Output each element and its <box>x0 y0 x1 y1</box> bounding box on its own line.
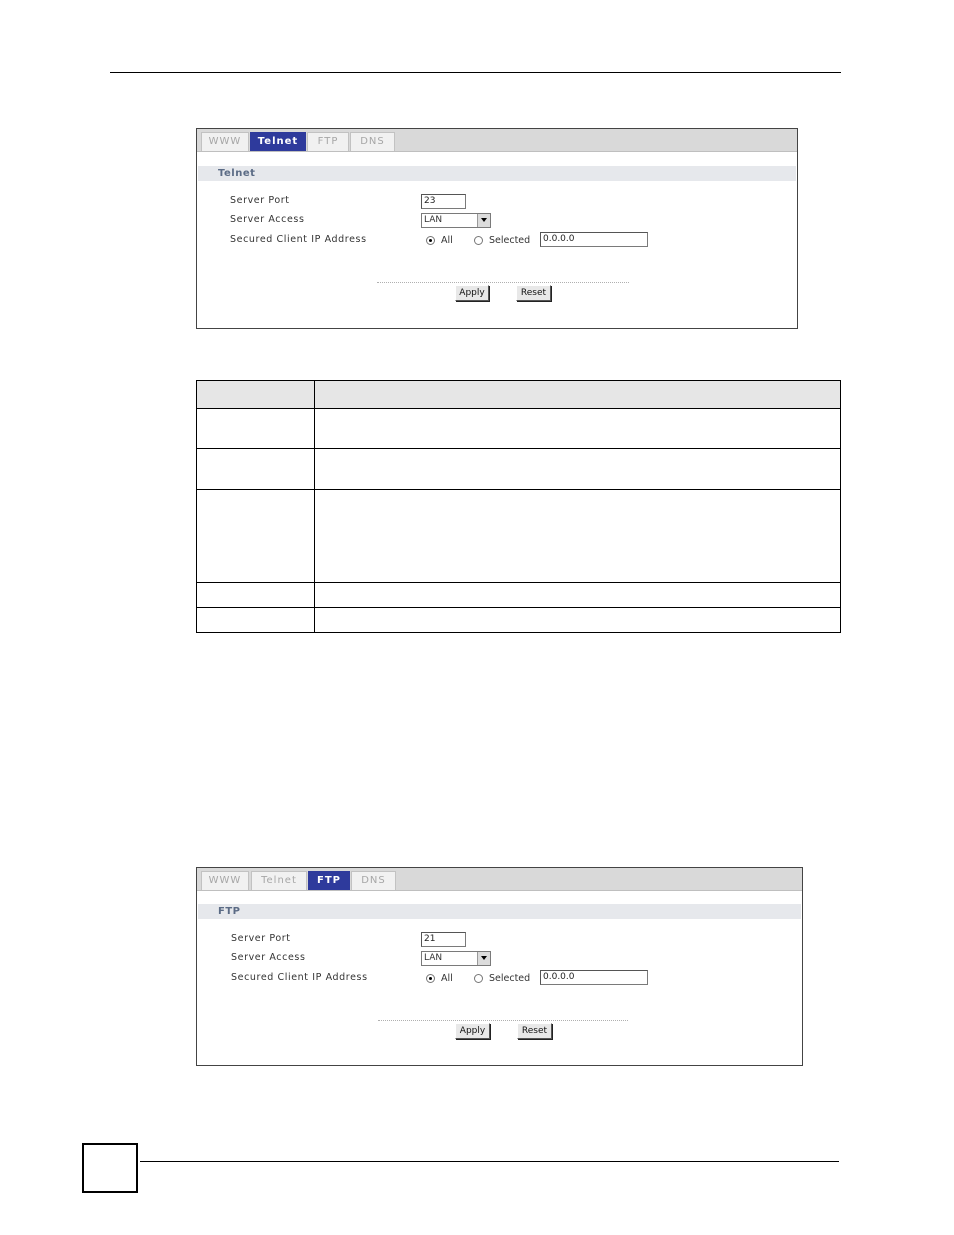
tab-telnet[interactable]: Telnet <box>251 871 307 890</box>
tab-www[interactable]: WWW <box>201 132 249 151</box>
telnet-screen <box>196 128 798 329</box>
tab-www[interactable]: WWW <box>201 871 249 890</box>
radio-selected-label: Selected <box>489 973 531 984</box>
header-rule <box>110 72 841 73</box>
section-title: FTP <box>198 904 801 919</box>
tab-telnet[interactable]: Telnet <box>250 132 306 151</box>
server-access-value: LAN <box>424 215 443 225</box>
ip-address-input[interactable]: 0.0.0.0 <box>540 970 648 985</box>
ip-address-input[interactable]: 0.0.0.0 <box>540 232 648 247</box>
radio-all[interactable] <box>426 236 435 245</box>
table-row <box>197 409 841 449</box>
apply-button[interactable]: Apply <box>455 1023 490 1039</box>
description-table <box>196 380 841 633</box>
table-header-row <box>197 381 841 409</box>
radio-all[interactable] <box>426 974 435 983</box>
footer-rule <box>140 1161 839 1162</box>
tab-ftp[interactable]: FTP <box>307 132 349 151</box>
chevron-down-icon[interactable] <box>477 214 490 227</box>
server-port-label: Server Port <box>231 933 291 944</box>
server-port-input[interactable]: 23 <box>421 194 466 209</box>
divider <box>378 1020 628 1021</box>
table-row <box>197 608 841 633</box>
tab-ftp[interactable]: FTP <box>308 871 350 890</box>
chevron-down-icon[interactable] <box>477 952 490 965</box>
tab-bar <box>197 868 802 891</box>
table-row <box>197 490 841 583</box>
server-access-select[interactable] <box>421 951 491 966</box>
ftp-screen <box>196 867 803 1066</box>
tab-bar <box>197 129 797 152</box>
server-access-label: Server Access <box>231 952 306 963</box>
server-access-label: Server Access <box>230 214 305 225</box>
radio-all-label: All <box>441 235 453 246</box>
secured-client-label: Secured Client IP Address <box>231 972 368 983</box>
radio-selected[interactable] <box>474 236 483 245</box>
radio-selected-label: Selected <box>489 235 531 246</box>
server-access-value: LAN <box>424 953 443 963</box>
server-port-label: Server Port <box>230 195 290 206</box>
divider <box>377 282 629 283</box>
tab-dns[interactable]: DNS <box>351 871 396 890</box>
secured-client-label: Secured Client IP Address <box>230 234 367 245</box>
radio-selected[interactable] <box>474 974 483 983</box>
page-number-box <box>82 1143 138 1193</box>
radio-all-label: All <box>441 973 453 984</box>
tab-dns[interactable]: DNS <box>350 132 395 151</box>
table-row <box>197 583 841 608</box>
section-title: Telnet <box>198 166 796 181</box>
server-port-input[interactable]: 21 <box>421 932 466 947</box>
apply-button[interactable]: Apply <box>455 285 489 301</box>
server-access-select[interactable] <box>421 213 491 228</box>
reset-button[interactable]: Reset <box>516 285 551 301</box>
table-row <box>197 449 841 490</box>
reset-button[interactable]: Reset <box>517 1023 552 1039</box>
